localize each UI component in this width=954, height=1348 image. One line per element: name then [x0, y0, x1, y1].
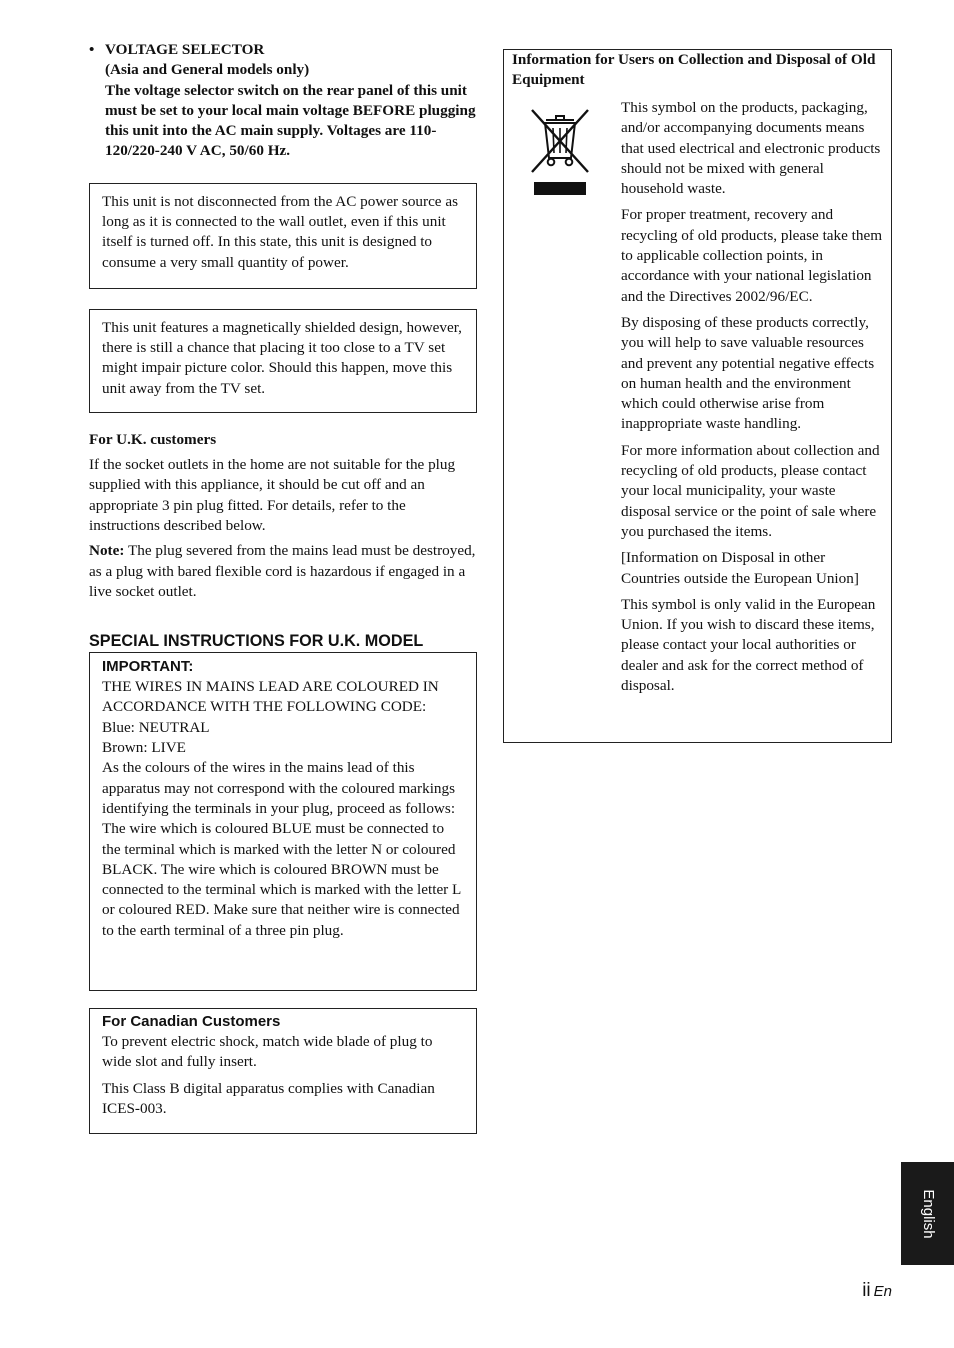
- weee-text: [621, 98, 885, 696]
- weee-paragraph: [Information on Disposal in other Countries outside the European Union]: [621, 549, 859, 587]
- magnet-notice-box: [89, 309, 477, 413]
- note-label: Note:: [89, 542, 125, 560]
- canada-heading: For Canadian Customers: [102, 1013, 281, 1031]
- uk-paragraph: If the socket outlets in the home are not suitable for the plug supplied with this appliance, it should be cut off and an appropriate 3 pin plug fitted. For details, refer to the instructions described below.: [89, 456, 456, 534]
- weee-paragraph: For proper treatment, recovery and recycling of old products, please take them to applicable collection points, in accordance with your national legislation and the Directives 2002/96/EC.: [621, 206, 883, 305]
- note-text: The plug severed from the mains lead must be destroyed, as a plug with bared flexible cord is hazardous if engaged in a live socket outlet.: [89, 542, 476, 600]
- left-column: [89, 40, 477, 1134]
- wire-neutral-line: Blue: NEUTRAL: [102, 718, 210, 736]
- magnet-notice-text: This unit features a magnetically shielded design, however, there is still a chance that placing it too close to a TV set might impair picture color. Should this happen, move this unit away from the TV set.: [102, 318, 462, 397]
- weee-paragraph: For more information about collection and recycling of old products, please contact your local municipality, your waste disposal service or the point of sale where you purchased the items.: [621, 441, 880, 540]
- weee-paragraph: By disposing of these products correctly, you will help to save valuable resources and prevent any potential negative effects on human health and the environment which could otherwise arise from inappropriate waste handling.: [621, 313, 875, 433]
- page-number-value: ii: [862, 1280, 871, 1301]
- canadian-customers-box: [89, 1008, 477, 1134]
- uk-customers-heading: For U.K. customers: [89, 430, 217, 448]
- weee-heading: Information for Users on Collection and Disposal of Old Equipment: [512, 51, 876, 89]
- bin-symbol-svg: [528, 106, 592, 198]
- uk-note: [89, 541, 477, 602]
- important-label: IMPORTANT:: [102, 658, 194, 676]
- weee-disposal-box: [503, 49, 892, 743]
- power-notice-box: [89, 183, 477, 289]
- voltage-title: VOLTAGE SELECTOR: [105, 41, 265, 58]
- special-instructions-heading: SPECIAL INSTRUCTIONS FOR U.K. MODEL: [89, 632, 424, 651]
- voltage-text: The voltage selector switch on the rear panel of this unit must be set to your local main voltage BEFORE plugging this unit into the AC main supply. Voltages are 110-120/220-240 V AC, 50/60 Hz.: [105, 81, 476, 160]
- language-tab: [901, 1162, 954, 1265]
- right-column: [503, 49, 892, 743]
- wire-live-line: Brown: LIVE: [102, 739, 186, 757]
- wire-code-line: THE WIRES IN MAINS LEAD ARE COLOURED IN ACCORDANCE WITH THE FOLLOWING CODE:: [102, 678, 439, 716]
- weee-paragraph: This symbol is only valid in the European Union. If you wish to discard these items, please contact your local authorities or dealer and ask for the correct method of disposal.: [621, 595, 876, 695]
- power-notice-text: This unit is not disconnected from the AC power source as long as it is connected to the wall outlet, even if this unit itself is turned off. In this state, this unit is designed to consume a very small quantity of power.: [102, 192, 458, 271]
- bullet: •: [89, 41, 95, 58]
- canada-paragraph-2: This Class B digital apparatus complies with Canadian ICES-003.: [102, 1079, 435, 1118]
- canada-paragraph-1: To prevent electric shock, match wide blade of plug to wide slot and fully insert.: [102, 1033, 433, 1071]
- voltage-selector-notice: [89, 40, 477, 162]
- language-tab-label: English: [919, 1188, 937, 1239]
- page-language: En: [873, 1283, 892, 1300]
- page-number: [862, 1281, 892, 1302]
- crossed-out-wheelie-bin-icon: [528, 106, 592, 198]
- important-box: [89, 652, 477, 991]
- wire-instructions: As the colours of the wires in the mains lead of this apparatus may not correspond with the coloured markings identifying the terminals in your plug, proceed as follows: The wire which is coloured BLUE must be connected to the terminal which is marked with the letter N or coloured BLACK. The wire which is coloured BROWN must be connected to the terminal which is marked with the letter L or coloured RED. Make sure that neither wire is connected to the earth terminal of a three pin plug.: [102, 759, 461, 939]
- weee-paragraph: This symbol on the products, packaging, and/or accompanying documents means that used electrical and electronic products should not be mixed with general household waste.: [621, 99, 881, 198]
- voltage-subtitle: (Asia and General models only): [105, 61, 310, 79]
